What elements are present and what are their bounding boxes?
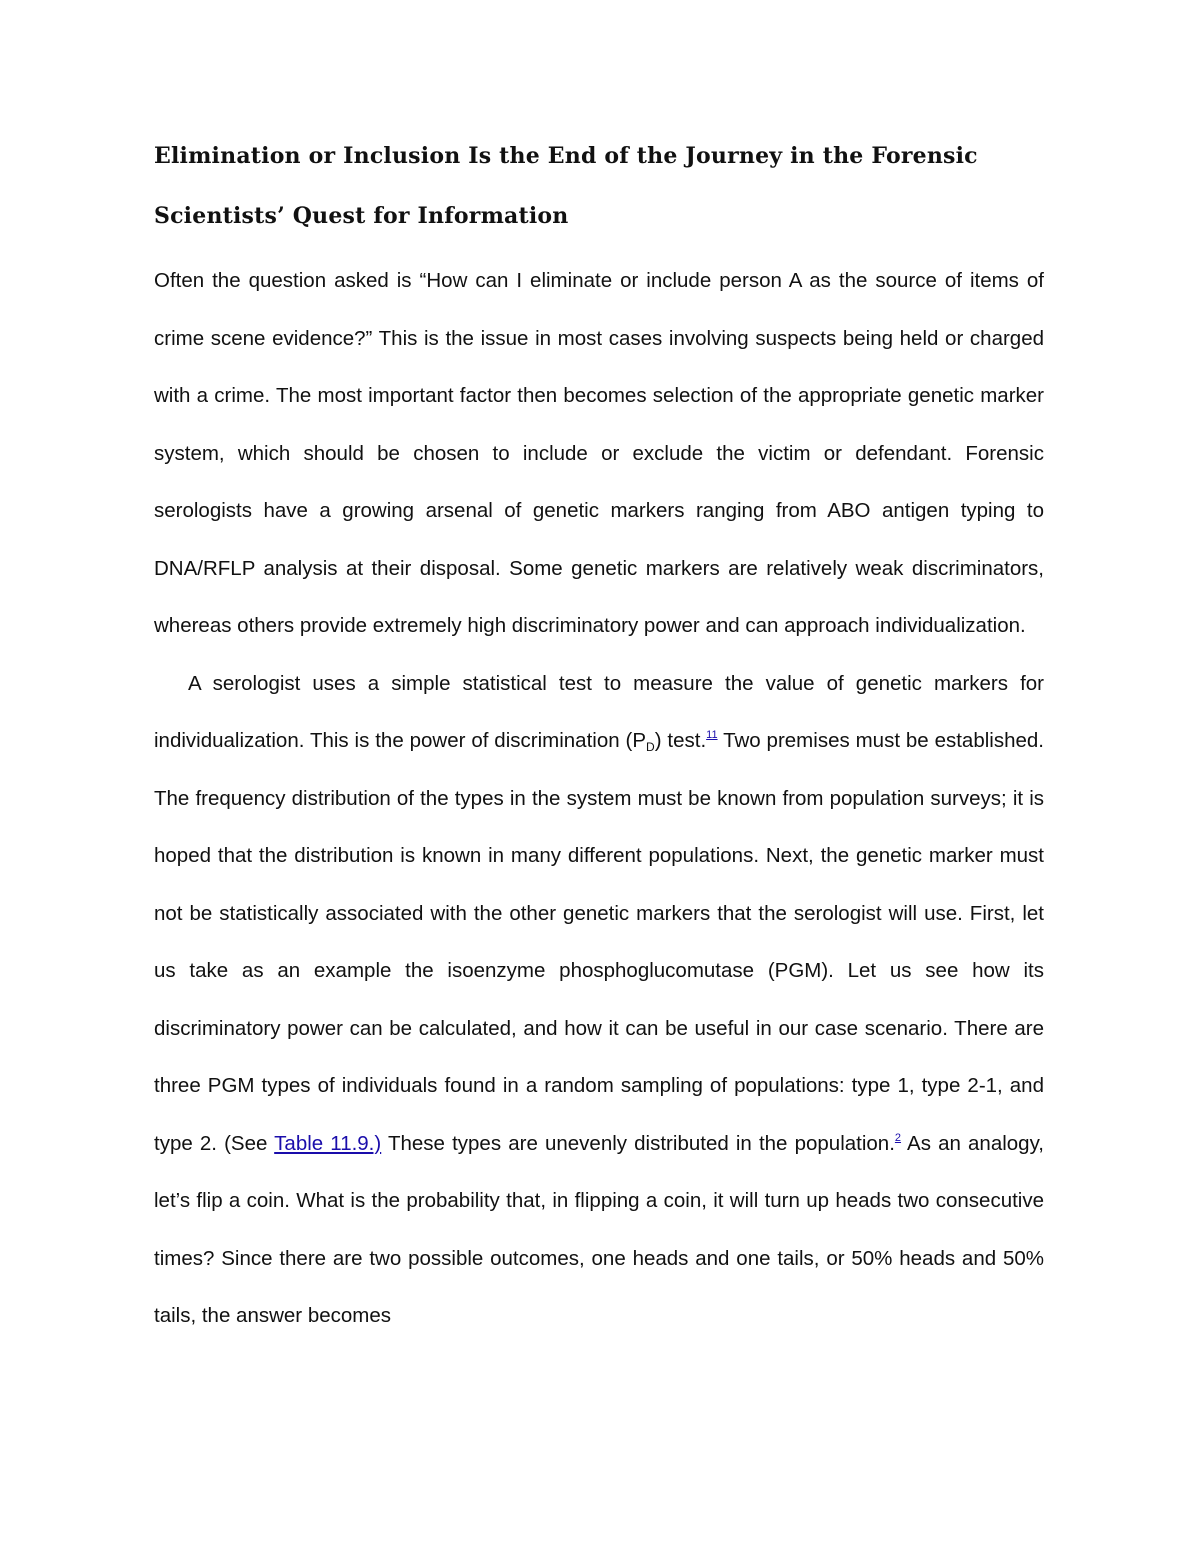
subscript-d: D: [646, 740, 655, 754]
paragraph-text: ) test.: [654, 729, 707, 752]
footnote-ref-11[interactable]: [706, 729, 717, 741]
paragraph-intro: Often the question asked is “How can I eliminate or include person A as the source of items of crime scene evidence?” This is the issue in most cases involving suspects being held or charged with a crime. The most important factor then becomes selection of the appropriate genetic marker system, which should be chosen to include or exclude the victim or defendant. Forensic serologists have a growing arsenal of genetic markers ranging from ABO antigen typing to DNA/RFLP analysis at their disposal. Some genetic markers are relatively weak discriminators, whereas others provide extremely high discriminatory power and can approach individualization.: [154, 269, 1044, 637]
paragraph-text: As an analogy, let’s flip a coin. What is the probability that, in flipping a coin, it will turn up heads two consecutive times? Since there are two possible outcomes, one heads and one tails, or 50% heads and 50% tails, the answer becomes: [154, 1131, 1044, 1327]
section-title: Elimination or Inclusion Is the End of the Journey in the Forensic Scientists’ Quest for Information: [154, 143, 978, 229]
footnote-link-2[interactable]: 2: [894, 1131, 902, 1144]
table-link[interactable]: Table 11.9.): [274, 1131, 382, 1155]
paragraph-text: Two premises must be established. The frequency distribution of the types in the system must be known from population surveys; it is hoped that the distribution is known in many different populations. Next, the genetic marker must not be statistically associated with the other genetic markers that the serologist will use. First, let us take as an example the isoenzyme phosphoglucomutase (PGM). Let us see how its discriminatory power can be calculated, and how it can be useful in our case scenario. There are three PGM types of individuals found in a random sampling of populations: type 1, type 2-1, and type 2. (See: [154, 729, 1044, 1155]
paragraph-text: A serologist uses a simple statistical test to measure the value of genetic markers for individualization. This is the power of discrimination (P: [154, 671, 1044, 752]
footnote-link-11[interactable]: 11: [706, 729, 718, 741]
document-page: [154, 126, 1044, 1345]
paragraph-text: These types are unevenly distributed in the population.: [381, 1131, 895, 1155]
paragraph-discrimination: [154, 655, 1044, 1345]
